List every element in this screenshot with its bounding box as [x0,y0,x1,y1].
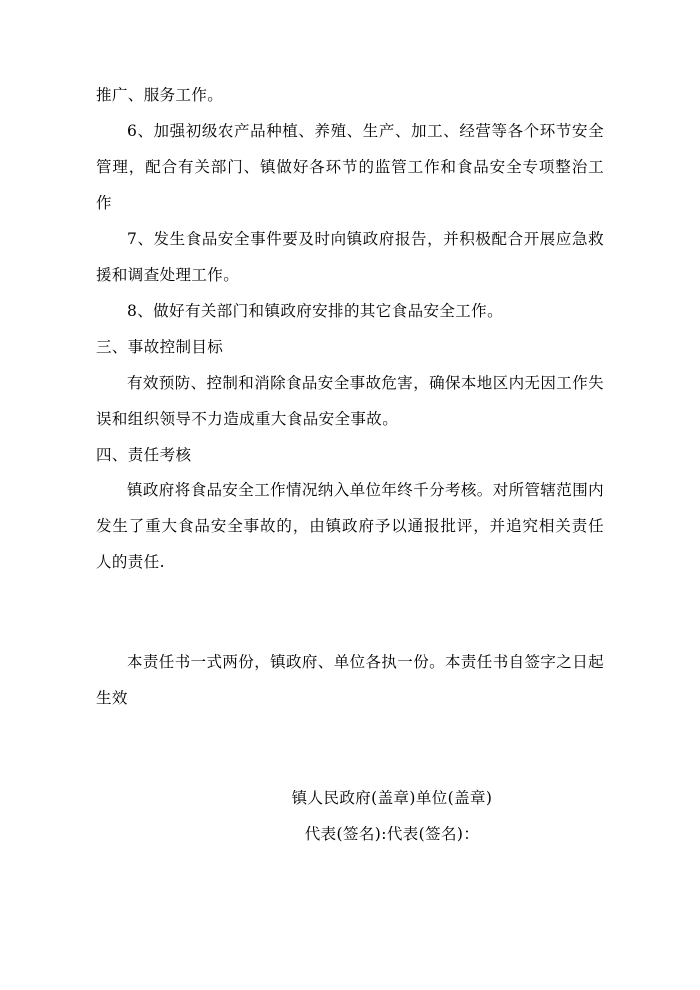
paragraph-item-8: 8、做好有关部门和镇政府安排的其它食品安全工作。 [127,301,503,320]
section-three-body: 有效预防、控制和消除食品安全事故危害，确保本地区内无因工作失误和组织领导不力造成重大食品安全事故。 [96,373,605,428]
paragraph-continued: 推广、服务工作。 [96,86,224,104]
signature-spacer [96,717,604,781]
section-four-body: 镇政府将食品安全工作情况纳入单位年终千分考核。对所管辖范围内发生了重大食品安全事故的，由镇政府予以通报批评，并追究相关责任人的责任. [96,481,605,572]
document-body [96,78,604,853]
section-heading-three: 三、事故控制目标 [96,337,224,356]
paragraph-item-6: 6、加强初级农产品种植、养殖、生产、加工、经营等各个环节安全管理，配合有关部门、镇做好各环节的监管工作和食品安全专项整治工作 [96,121,604,212]
blank-spacer [96,581,604,645]
closing-paragraph: 本责任书一式两份，镇政府、单位各执一份。本责任书自签字之日起生效 [96,653,605,708]
signature-name-line: 代表(签名):代表(签名)： [304,825,480,844]
paragraph-item-7: 7、发生食品安全事件要及时向镇政府报告，并积极配合开展应急救援和调查处理工作。 [96,229,604,284]
signature-seal-line: 镇人民政府(盖章)单位(盖章) [291,789,493,808]
section-heading-four: 四、责任考核 [96,445,192,464]
signature-block [96,781,604,853]
